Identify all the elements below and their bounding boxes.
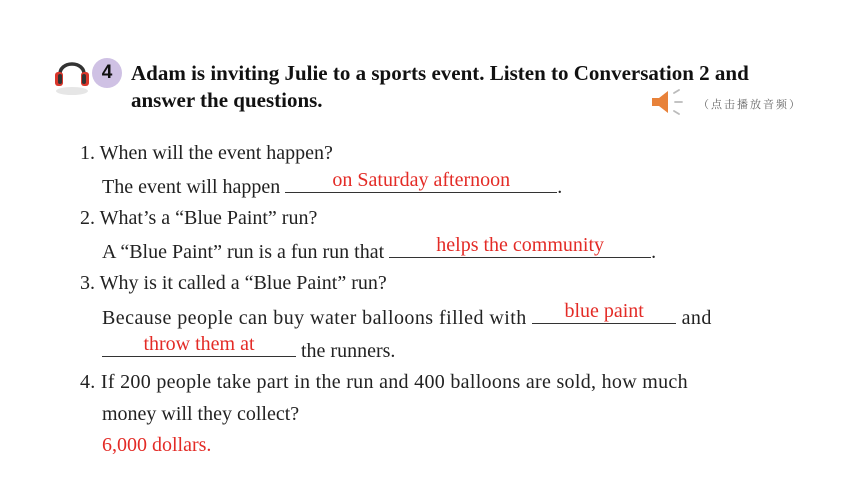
- answer-1-after: .: [557, 176, 563, 198]
- answer-3-middle: and: [676, 307, 712, 329]
- answer-1-line: [102, 169, 563, 200]
- answer-3-after: the runners.: [296, 340, 396, 362]
- answer-3-blank-1[interactable]: [532, 300, 676, 324]
- audio-play-hint[interactable]: （点击播放音频）: [698, 98, 802, 111]
- answer-3-line1: [102, 300, 712, 331]
- question-2: 2. What’s a “Blue Paint” run?: [80, 207, 318, 229]
- instruction-title-line2: answer the questions.: [131, 88, 323, 112]
- answer-1-before: The event will happen: [102, 176, 286, 198]
- answer-2-blank[interactable]: [389, 234, 651, 258]
- answer-4: 6,000 dollars.: [102, 434, 212, 456]
- answer-2-after: .: [651, 241, 657, 263]
- answer-1-blank[interactable]: [285, 169, 557, 193]
- headphones-icon: [52, 50, 92, 96]
- answer-2-before: A “Blue Paint” run is a fun run that: [102, 241, 390, 263]
- question-4-line2: money will they collect?: [102, 403, 300, 425]
- question-1: 1. When will the event happen?: [80, 142, 333, 164]
- answer-3-text-1: blue paint: [564, 300, 644, 322]
- answer-2-text: helps the community: [436, 234, 605, 256]
- answer-3-blank-2[interactable]: [102, 333, 296, 357]
- question-4-line1: 4. If 200 people take part in the run and 400 balloons are sold, how much: [80, 371, 688, 393]
- speaker-icon[interactable]: [650, 88, 690, 116]
- instruction-title-line1: Adam is inviting Julie to a sports event. Listen to Conversation 2 and: [131, 61, 749, 85]
- answer-3-before: Because people can buy water balloons filled with: [102, 307, 533, 329]
- answer-1-text: on Saturday afternoon: [332, 169, 511, 191]
- question-3: 3. Why is it called a “Blue Paint” run?: [80, 272, 387, 294]
- question-number-badge: 4: [92, 58, 122, 88]
- answer-2-line: [102, 234, 657, 265]
- answer-3-text-2: throw them at: [143, 333, 255, 355]
- answer-3-line2: [102, 333, 396, 364]
